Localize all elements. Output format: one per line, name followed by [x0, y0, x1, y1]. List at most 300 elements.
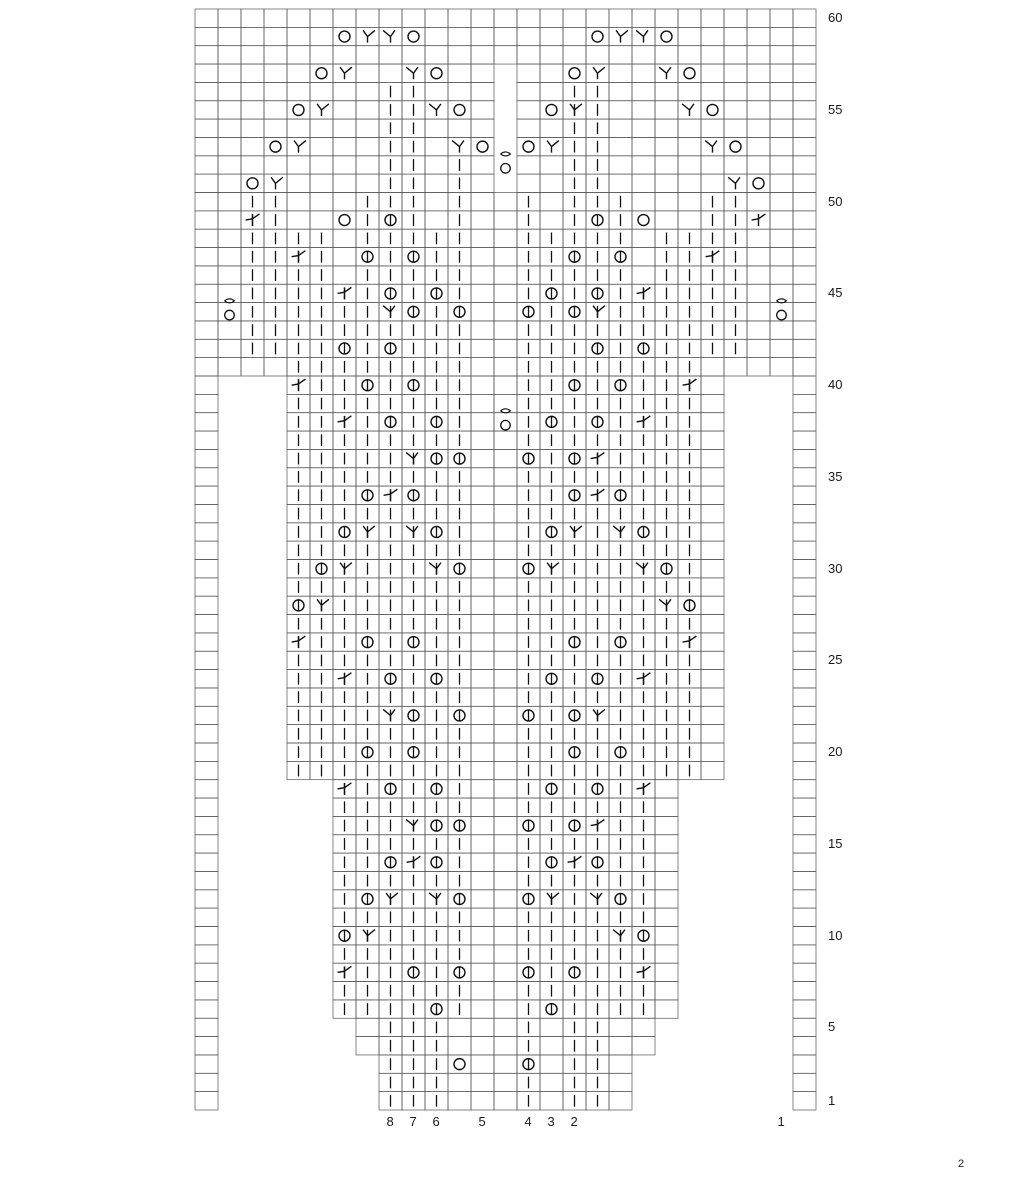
grid-cell: [701, 725, 724, 743]
yarn-over-symbol: [293, 104, 304, 115]
grid-cell: [241, 119, 264, 137]
yarn-over-symbol: [270, 141, 281, 152]
grid-cell: [517, 156, 540, 174]
grid-cell: [333, 137, 356, 155]
grid-cell: [655, 101, 678, 119]
grid-cell: [218, 358, 241, 376]
grid-cell: [655, 46, 678, 64]
decrease-symbol: [383, 306, 395, 318]
k-decrease-symbol: [706, 251, 720, 263]
grid-cell: [747, 284, 770, 302]
grid-cell: [494, 560, 517, 578]
grid-cell: [195, 1073, 218, 1091]
grid-cell: [609, 64, 632, 82]
grid-cell: [678, 174, 701, 192]
grid-cell: [655, 1000, 678, 1018]
grid-cell: [195, 211, 218, 229]
grid-cell: [471, 82, 494, 100]
grid-cell: [195, 229, 218, 247]
grid-cell: [195, 376, 218, 394]
grid-cell: [310, 27, 333, 45]
grid-cell: [195, 413, 218, 431]
grid-cell: [471, 468, 494, 486]
grid-cell: [793, 137, 816, 155]
grid-cell: [724, 64, 747, 82]
grid-cell: [793, 725, 816, 743]
grid-cell: [701, 633, 724, 651]
grid-cell: [793, 303, 816, 321]
row-number-label: 55: [828, 101, 843, 117]
grid-cell: [494, 46, 517, 64]
grid-cell: [724, 358, 747, 376]
grid-cell: [655, 9, 678, 27]
decrease-symbol: [616, 30, 628, 42]
grid-cell: [494, 816, 517, 834]
grid-cell: [195, 615, 218, 633]
grid-cell: [678, 119, 701, 137]
grid-cell: [333, 266, 356, 284]
grid-cell: [448, 101, 471, 119]
grid-cell: [540, 1018, 563, 1036]
grid-cell: [310, 193, 333, 211]
grid-cell: [218, 156, 241, 174]
grid-cell: [540, 1055, 563, 1073]
grid-cell: [517, 64, 540, 82]
grid-cell: [793, 798, 816, 816]
grid-cell: [632, 229, 655, 247]
grid-cell: [540, 156, 563, 174]
grid-cell: [425, 27, 448, 45]
decrease-symbol: [547, 563, 559, 575]
yarn-over-symbol: [753, 178, 764, 189]
grid-cell: [563, 27, 586, 45]
grid-cell: [218, 46, 241, 64]
grid-cell: [540, 193, 563, 211]
grid-cell: [494, 193, 517, 211]
grid-cell: [425, 46, 448, 64]
grid-cell: [632, 119, 655, 137]
grid-cell: [195, 431, 218, 449]
grid-cell: [195, 504, 218, 522]
grid-cell: [333, 174, 356, 192]
grid-cell: [655, 137, 678, 155]
grid-cell: [701, 394, 724, 412]
yarn-over-symbol: [523, 141, 534, 152]
grid-cell: [494, 1037, 517, 1055]
grid-cell: [356, 119, 379, 137]
grid-cell: [287, 82, 310, 100]
grid-cell: [701, 578, 724, 596]
grid-cell: [471, 376, 494, 394]
grid-cell: [793, 780, 816, 798]
grid-cell: [287, 101, 310, 119]
grid-cell: [793, 449, 816, 467]
grid-cell: [471, 266, 494, 284]
grid-cell: [793, 651, 816, 669]
grid-cell: [494, 908, 517, 926]
grid-cell: [724, 9, 747, 27]
grid-cell: [448, 64, 471, 82]
grid-cell: [770, 9, 793, 27]
grid-cell: [218, 266, 241, 284]
decrease-symbol: [705, 141, 717, 153]
row-number-label: 60: [828, 10, 843, 26]
grid-cell: [770, 64, 793, 82]
grid-cell: [494, 1092, 517, 1110]
grid-cell: [540, 46, 563, 64]
grid-cell: [195, 1037, 218, 1055]
grid-cell: [701, 46, 724, 64]
grid-cell: [793, 339, 816, 357]
grid-cell: [494, 706, 517, 724]
grid-cell: [701, 413, 724, 431]
grid-cell: [540, 174, 563, 192]
grid-cell: [195, 780, 218, 798]
grid-cell: [195, 266, 218, 284]
grid-cell: [701, 504, 724, 522]
grid-cell: [195, 82, 218, 100]
grid-cell: [471, 963, 494, 981]
grid-cell: [494, 761, 517, 779]
grid-cell: [793, 927, 816, 945]
grid-cell: [471, 1037, 494, 1055]
grid-cell: [241, 64, 264, 82]
grid-cell: [402, 27, 425, 45]
grid-cell: [241, 156, 264, 174]
grid-cell: [517, 119, 540, 137]
decrease-symbol: [406, 67, 418, 79]
grid-cell: [655, 982, 678, 1000]
grid-cell: [195, 284, 218, 302]
grid-cell: [195, 541, 218, 559]
grid-cell: [678, 211, 701, 229]
grid-cell: [609, 46, 632, 64]
grid-cell: [563, 64, 586, 82]
grid-cell: [678, 9, 701, 27]
grid-cell: [471, 890, 494, 908]
grid-cell: [747, 9, 770, 27]
yarn-over-symbol: [454, 1059, 465, 1070]
grid-cell: [701, 615, 724, 633]
grid-cell: [264, 27, 287, 45]
grid-cell: [793, 156, 816, 174]
grid-cell: [195, 908, 218, 926]
row-number-label: 35: [828, 468, 843, 484]
grid-cell: [655, 156, 678, 174]
grid-cell: [287, 119, 310, 137]
grid-cell: [793, 174, 816, 192]
grid-cell: [747, 339, 770, 357]
grid-cell: [540, 1073, 563, 1091]
grid-cell: [195, 890, 218, 908]
grid-cell: [793, 1055, 816, 1073]
grid-cell: [471, 615, 494, 633]
grid-cell: [471, 431, 494, 449]
grid-cell: [333, 156, 356, 174]
grid-cell: [701, 64, 724, 82]
section-number-label: 8: [386, 1114, 394, 1129]
grid-cell: [793, 27, 816, 45]
grid-cell: [448, 46, 471, 64]
grid-cell: [770, 174, 793, 192]
grid-cell: [540, 82, 563, 100]
grid-cell: [609, 174, 632, 192]
grid-cell: [494, 596, 517, 614]
grid-cell: [241, 27, 264, 45]
grid-cell: [287, 64, 310, 82]
decrease-symbol: [593, 306, 605, 318]
grid-cell: [701, 560, 724, 578]
yarn-over-symbol: [477, 141, 488, 152]
grid-cell: [655, 890, 678, 908]
grid-cell: [471, 982, 494, 1000]
grid-cell: [747, 119, 770, 137]
decrease-symbol: [340, 563, 352, 575]
grid-cell: [494, 633, 517, 651]
grid-cell: [195, 927, 218, 945]
grid-cell: [609, 1018, 632, 1036]
grid-cell: [793, 615, 816, 633]
grid-cell: [471, 560, 494, 578]
grid-cell: [701, 9, 724, 27]
grid-cell: [494, 670, 517, 688]
grid-cell: [471, 284, 494, 302]
decrease-symbol: [590, 893, 602, 905]
grid-cell: [540, 9, 563, 27]
grid-cell: [747, 46, 770, 64]
grid-cell: [609, 9, 632, 27]
grid-cell: [310, 156, 333, 174]
row-number-label: 1: [828, 1092, 836, 1108]
grid-cell: [655, 927, 678, 945]
decrease-symbol: [340, 67, 352, 79]
grid-cell: [287, 174, 310, 192]
grid-cell: [310, 46, 333, 64]
stitch-symbols: [225, 30, 787, 1106]
grid-cell: [724, 137, 747, 155]
grid-cell: [494, 339, 517, 357]
grid-cell: [494, 798, 517, 816]
yarn-over-symbol: [661, 31, 672, 42]
yarn-over-symbol: [546, 104, 557, 115]
k-decrease-symbol: [292, 251, 306, 263]
grid-cell: [701, 358, 724, 376]
grid-cell: [793, 688, 816, 706]
grid-cell: [195, 688, 218, 706]
grid-cell: [655, 174, 678, 192]
grid-cell: [793, 9, 816, 27]
grid-cell: [471, 945, 494, 963]
grid-cell: [747, 156, 770, 174]
grid-cell: [195, 449, 218, 467]
grid-cell: [701, 596, 724, 614]
grid-cell: [517, 174, 540, 192]
grid-cell: [310, 64, 333, 82]
grid-cell: [747, 174, 770, 192]
grid-cell: [195, 64, 218, 82]
grid-cell: [793, 853, 816, 871]
twisted-symbol-top: [777, 299, 787, 303]
grid-cell: [448, 1055, 471, 1073]
grid-cell: [678, 64, 701, 82]
grid-cell: [793, 743, 816, 761]
grid-cell: [471, 871, 494, 889]
grid-cell: [494, 541, 517, 559]
grid-cell: [609, 82, 632, 100]
grid-cell: [195, 725, 218, 743]
grid-cell: [471, 725, 494, 743]
grid-cell: [195, 193, 218, 211]
grid-cell: [655, 798, 678, 816]
grid-cell: [471, 413, 494, 431]
grid-cell: [494, 523, 517, 541]
grid-cell: [793, 82, 816, 100]
grid-cell: [770, 266, 793, 284]
grid-cell: [793, 1092, 816, 1110]
grid-cell: [540, 1092, 563, 1110]
k-decrease-symbol: [683, 379, 697, 391]
grid-cell: [517, 46, 540, 64]
grid-cell: [701, 523, 724, 541]
grid-cell: [540, 27, 563, 45]
grid-cell: [333, 248, 356, 266]
grid-cell: [425, 9, 448, 27]
grid-cell: [241, 46, 264, 64]
grid-cell: [471, 780, 494, 798]
grid-cell: [793, 835, 816, 853]
grid-cell: [793, 101, 816, 119]
grid-cell: [195, 578, 218, 596]
k-decrease-symbol: [407, 856, 421, 868]
grid-cell: [770, 339, 793, 357]
decrease-symbol: [593, 709, 605, 721]
grid-cell: [701, 449, 724, 467]
grid-cell: [471, 596, 494, 614]
decrease-symbol: [547, 893, 559, 905]
grid-cell: [632, 101, 655, 119]
grid-cell: [310, 9, 333, 27]
grid-cell: [540, 211, 563, 229]
grid-cell: [356, 46, 379, 64]
k-decrease-symbol: [637, 966, 651, 978]
grid-cell: [793, 945, 816, 963]
grid-cell: [701, 670, 724, 688]
grid-cell: [356, 174, 379, 192]
grid-cell: [218, 174, 241, 192]
grid-cell: [770, 156, 793, 174]
grid-cell: [471, 670, 494, 688]
grid-cell: [793, 706, 816, 724]
decrease-symbol: [613, 930, 625, 942]
yarn-over-symbol: [569, 68, 580, 79]
grid-cell: [678, 156, 701, 174]
grid-cell: [195, 156, 218, 174]
grid-cell: [241, 82, 264, 100]
yarn-over-symbol: [454, 104, 465, 115]
grid-cell: [471, 908, 494, 926]
grid-cell: [494, 963, 517, 981]
grid-cell: [448, 1018, 471, 1036]
grid-cell: [356, 101, 379, 119]
grid-cell: [517, 137, 540, 155]
grid-cell: [195, 743, 218, 761]
decrease-symbol: [452, 141, 464, 153]
grid-cell: [494, 504, 517, 522]
grid-cell: [471, 816, 494, 834]
decrease-symbol: [636, 563, 648, 575]
grid-cell: [471, 449, 494, 467]
grid-cell: [494, 449, 517, 467]
grid-cell: [494, 266, 517, 284]
grid-cell: [609, 119, 632, 137]
grid-cell: [793, 670, 816, 688]
k-decrease-symbol: [338, 416, 352, 428]
decrease-symbol: [547, 141, 559, 153]
grid-cell: [471, 523, 494, 541]
grid-cell: [770, 211, 793, 229]
grid-cell: [632, 248, 655, 266]
grid-cell: [678, 137, 701, 155]
twisted-symbol-top: [225, 299, 235, 303]
grid-cell: [793, 486, 816, 504]
grid-cell: [793, 266, 816, 284]
k-decrease-symbol: [338, 287, 352, 299]
decrease-symbol: [363, 930, 375, 942]
grid-cell: [471, 1055, 494, 1073]
twisted-symbol-top: [501, 152, 511, 156]
grid-cell: [770, 46, 793, 64]
grid-cell: [195, 560, 218, 578]
grid-cell: [586, 9, 609, 27]
grid-cell: [264, 64, 287, 82]
grid-cell: [609, 137, 632, 155]
grid-cell: [195, 1018, 218, 1036]
row-number-label: 5: [828, 1019, 836, 1035]
grid-cell: [793, 541, 816, 559]
section-number-label: 7: [409, 1114, 417, 1129]
grid-cell: [747, 64, 770, 82]
grid-cell: [356, 1037, 379, 1055]
grid-cell: [609, 1037, 632, 1055]
grid-cell: [793, 376, 816, 394]
grid-cell: [793, 46, 816, 64]
yarn-over-symbol: [316, 68, 327, 79]
grid-cell: [678, 27, 701, 45]
grid-cell: [701, 688, 724, 706]
grid-cell: [701, 486, 724, 504]
grid-cell: [701, 706, 724, 724]
grid-cell: [264, 82, 287, 100]
grid-cell: [310, 174, 333, 192]
grid-cell: [793, 523, 816, 541]
grid-cell: [333, 101, 356, 119]
grid-cell: [448, 1073, 471, 1091]
grid-cell: [195, 706, 218, 724]
grid-cell: [793, 633, 816, 651]
grid-cell: [793, 871, 816, 889]
grid-cell: [770, 193, 793, 211]
grid-cell: [356, 82, 379, 100]
grid-cell: [747, 266, 770, 284]
grid-cell: [218, 248, 241, 266]
grid-cell: [494, 853, 517, 871]
grid-cell: [724, 101, 747, 119]
grid-cell: [655, 871, 678, 889]
grid-cell: [471, 64, 494, 82]
grid-cell: [471, 46, 494, 64]
grid-cell: [333, 119, 356, 137]
k-decrease-symbol: [637, 287, 651, 299]
